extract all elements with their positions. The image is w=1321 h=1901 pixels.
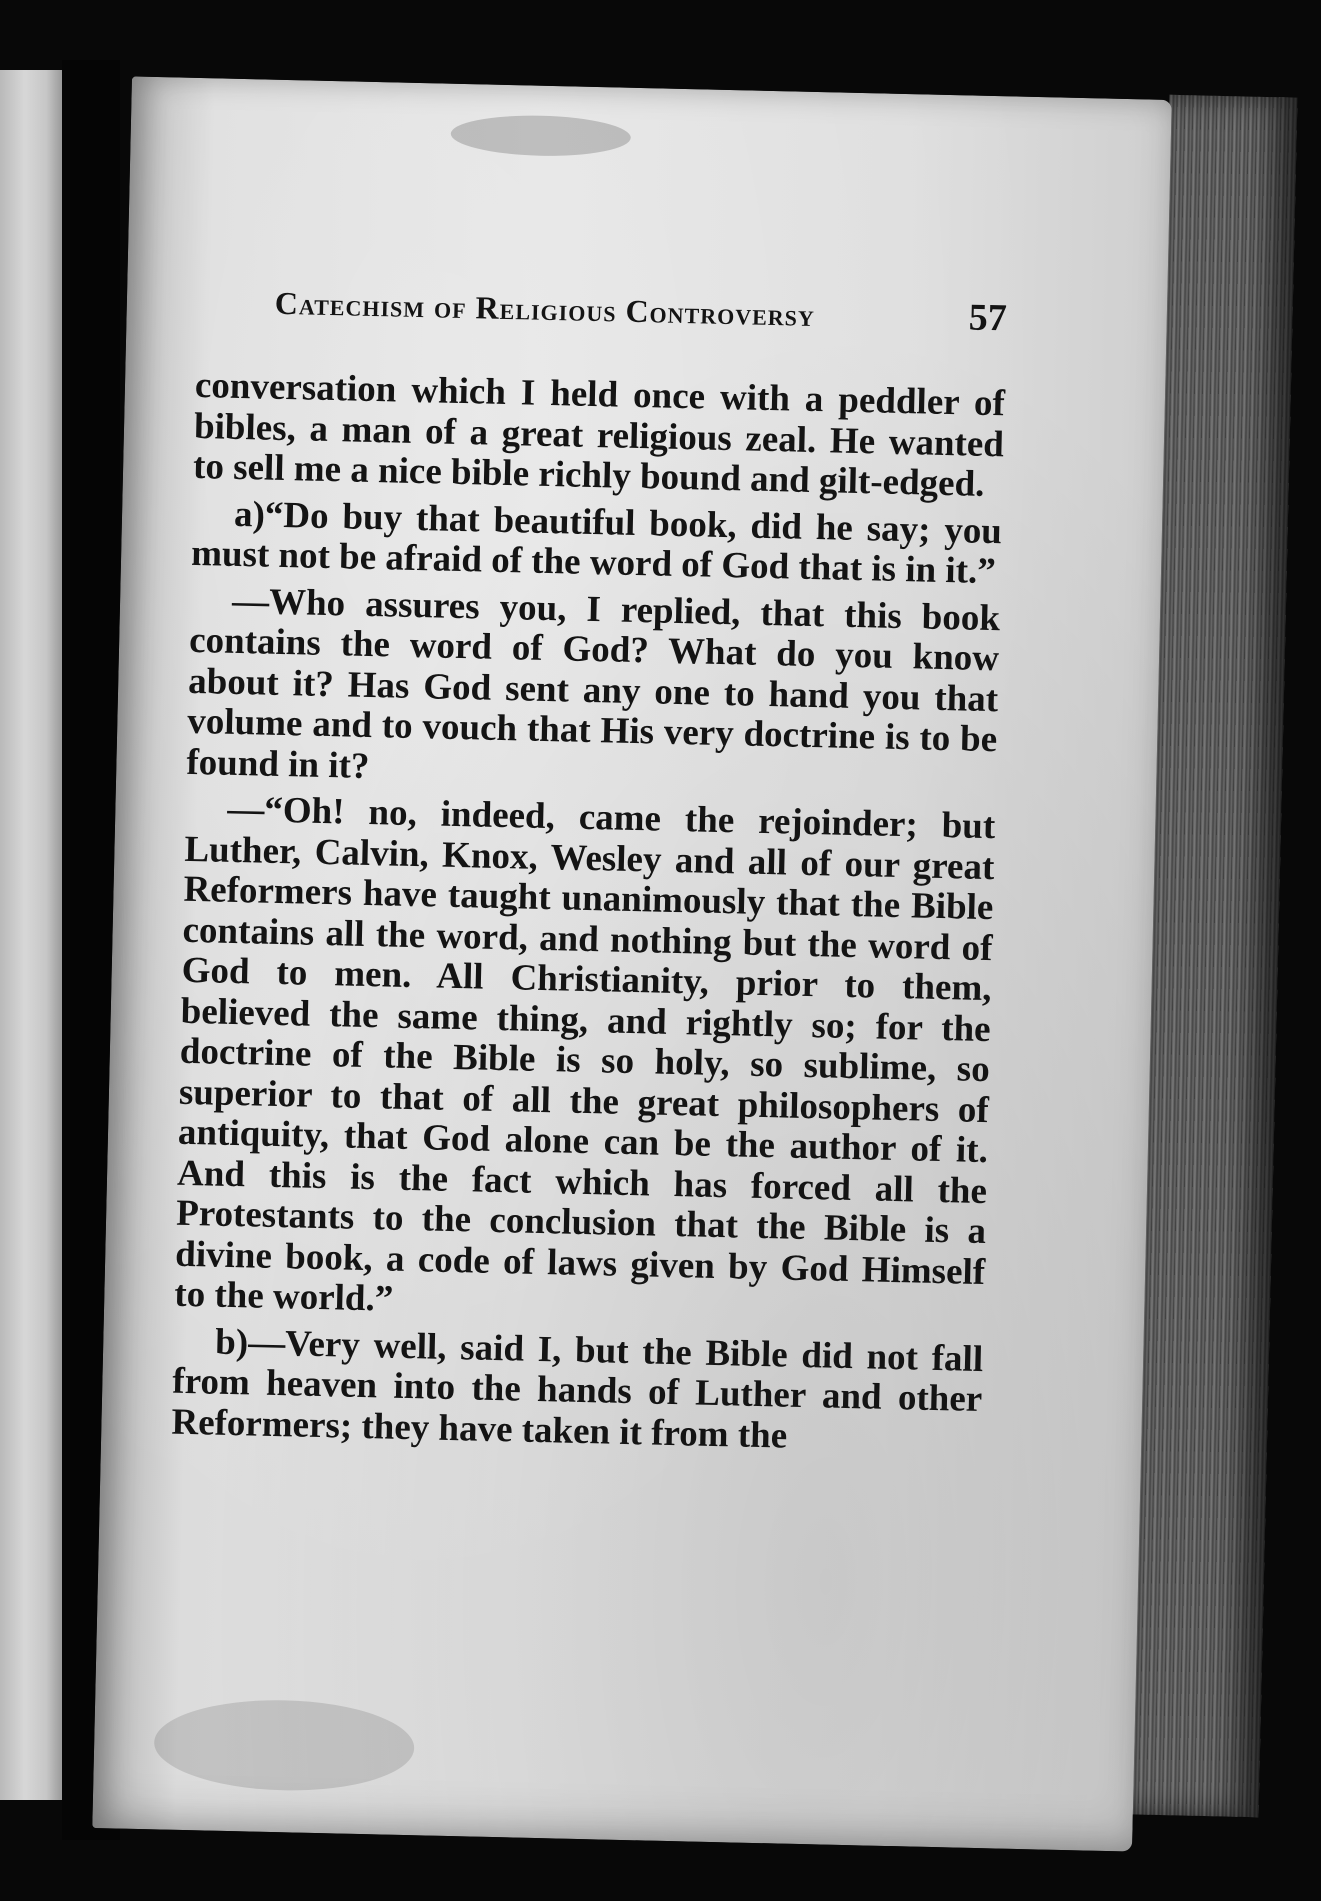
running-head <box>196 278 1007 340</box>
paragraph: —“Oh! no, indeed, came the rejoinder; but Luther, Calvin, Knox, Wesley and all of our great Reformers have taught unanimously that the Bible contains all the word, and nothing but the word of God to men. All Christianity, prior to them, believed the same thing, and rightly so; for the doctrine of the Bible is so holy, so sublime, so superior to that of all the great philosophers of antiquity, that God alone can be the author of it. And this is the fact which has forced all the Protestants to the conclusion that the Bible is a divine book, a code of laws given by God Himself to the world.” <box>173 788 996 1320</box>
paragraph: —Who assures you, I replied, that this book contains the word of God? What do you know about it? Has God sent any one to hand you that volume and to vouch that His very doctrine is to be found in it? <box>186 580 1001 787</box>
page-smudge <box>450 114 631 158</box>
page-number: 57 <box>968 296 1008 340</box>
page-text-block <box>171 278 1007 1461</box>
book-page <box>92 76 1171 1851</box>
paragraph: conversation which I held once with a peddler of bibles, a man of a great religious zeal. He wanted to sell me a nice bible richly bound and gilt-edged. <box>192 364 1006 505</box>
page-smudge <box>153 1697 415 1793</box>
running-title: Catechism of Religious Controversy <box>274 284 816 333</box>
paragraph: b)—Very well, said I, but the Bible did not fall from heaven into the hands of Luther and other Reformers; they have taken it from the <box>171 1321 984 1457</box>
paragraph: a)“Do buy that beautiful book, did he say; you must not be afraid of the word of God that is in it.” <box>190 493 1003 593</box>
previous-page-edge <box>0 70 62 1800</box>
